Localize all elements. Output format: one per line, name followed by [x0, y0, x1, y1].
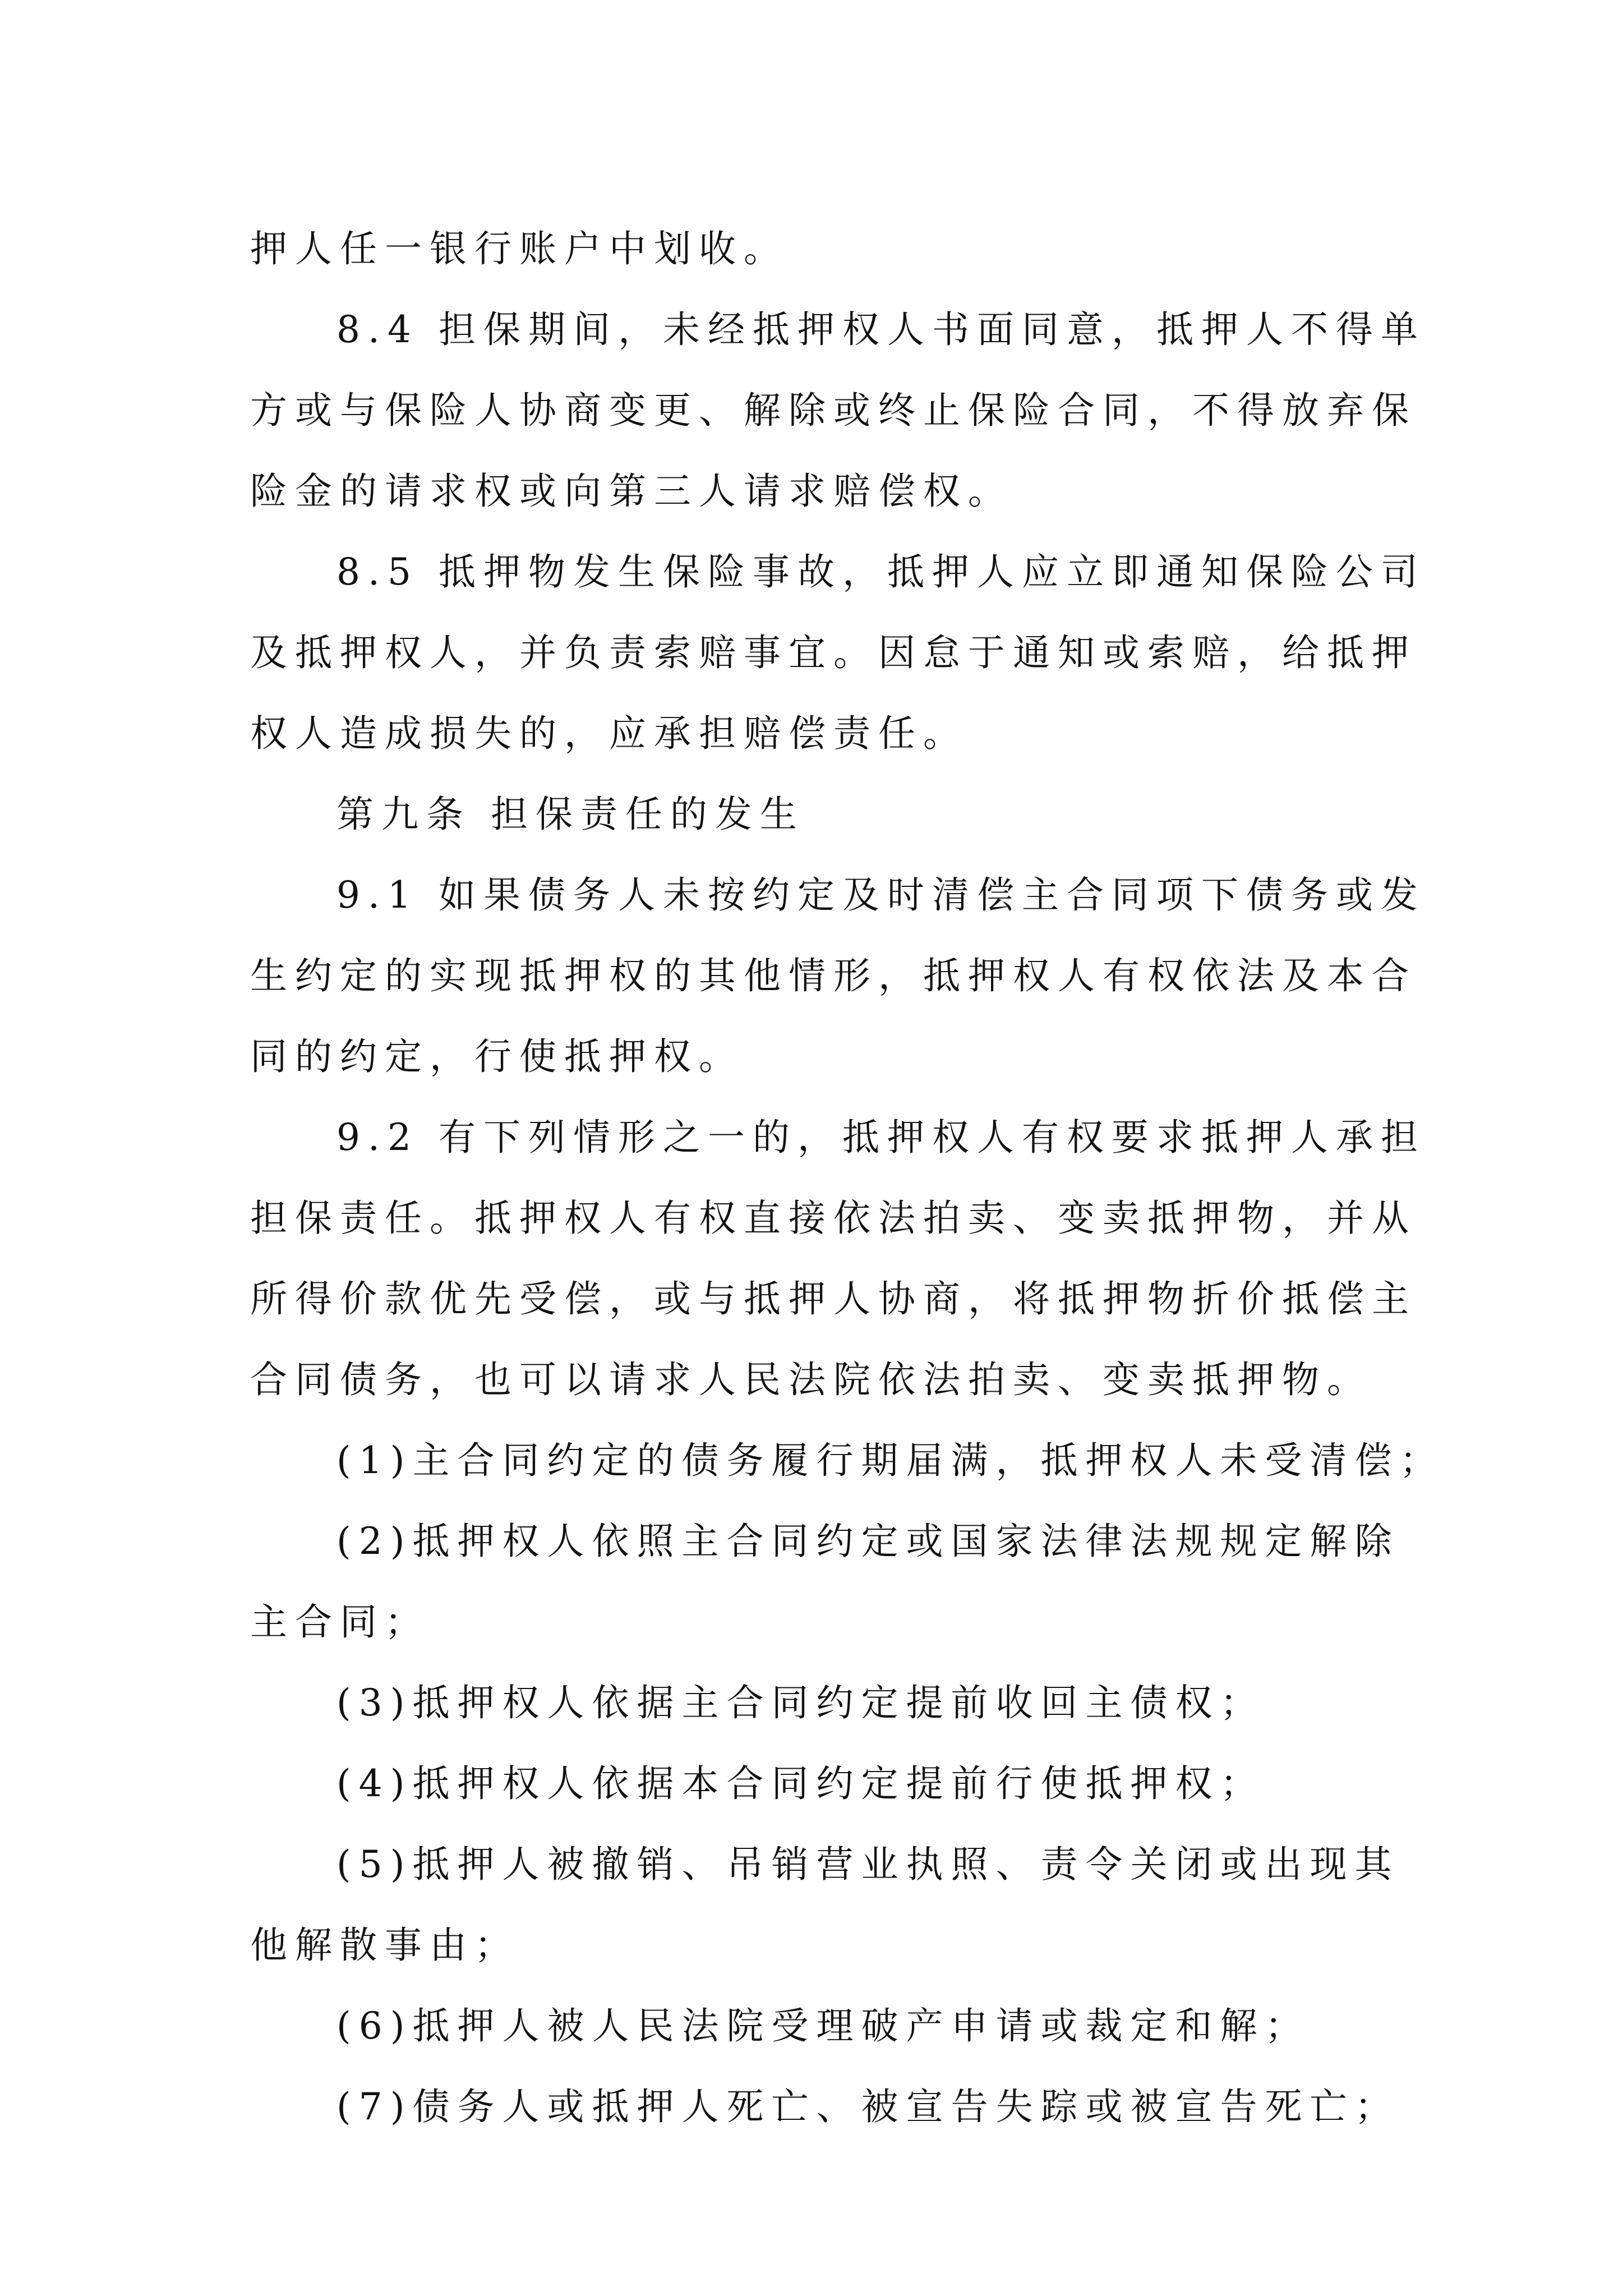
list-item-6: (6)抵押人被人民法院受理破产申请或裁定和解； — [336, 2004, 1310, 2047]
list-item-7: (7)债务人或抵押人死亡、被宣告失踪或被宣告死亡； — [336, 2085, 1400, 2128]
list-item-2: (2)抵押权人依照主合同约定或国家法律法规规定解除 — [336, 1520, 1400, 1563]
text-line: 押人任一银行账户中划收。 — [250, 227, 789, 270]
article-9-heading: 第九条 担保责任的发生 — [336, 793, 805, 836]
document-body — [250, 209, 1445, 2147]
text-line: 主合同； — [250, 1600, 430, 1644]
text-line: 生约定的实现抵押权的其他情形，抵押权人有权依法及本合 — [250, 954, 1417, 997]
list-item-4: (4)抵押权人依据本合同约定提前行使抵押权； — [336, 1762, 1265, 1805]
text-line: 险金的请求权或向第三人请求赔偿权。 — [250, 470, 1013, 513]
clause-8-4: 8.4 担保期间，未经抵押权人书面同意，抵押人不得单 — [336, 308, 1426, 351]
text-line: 他解散事由； — [250, 1924, 519, 1967]
text-line: 所得价款优先受偿，或与抵押人协商，将抵押物折价抵偿主 — [250, 1277, 1417, 1320]
text-line: 权人造成损失的，应承担赔偿责任。 — [250, 712, 968, 755]
list-item-5: (5)抵押人被撤销、吊销营业执照、责令关闭或出现其 — [336, 1843, 1400, 1886]
text-line: 合同债务，也可以请求人民法院依法拍卖、变卖抵押物。 — [250, 1358, 1372, 1401]
clause-9-1: 9.1 如果债务人未按约定及时清偿主合同项下债务或发 — [336, 873, 1426, 917]
list-item-1: (1)主合同约定的债务履行期届满，抵押权人未受清偿； — [336, 1439, 1445, 1482]
text-line: 担保责任。抵押权人有权直接依法拍卖、变卖抵押物，并从 — [250, 1197, 1417, 1240]
text-line: 及抵押权人，并负责索赔事宜。因怠于通知或索赔，给抵押 — [250, 631, 1417, 674]
clause-8-5: 8.5 抵押物发生保险事故，抵押人应立即通知保险公司 — [336, 550, 1426, 593]
text-line: 方或与保险人协商变更、解除或终止保险合同，不得放弃保 — [250, 389, 1417, 432]
clause-9-2: 9.2 有下列情形之一的，抵押权人有权要求抵押人承担 — [336, 1116, 1426, 1159]
list-item-3: (3)抵押权人依据主合同约定提前收回主债权； — [336, 1681, 1265, 1724]
text-line: 同的约定，行使抵押权。 — [250, 1035, 744, 1078]
